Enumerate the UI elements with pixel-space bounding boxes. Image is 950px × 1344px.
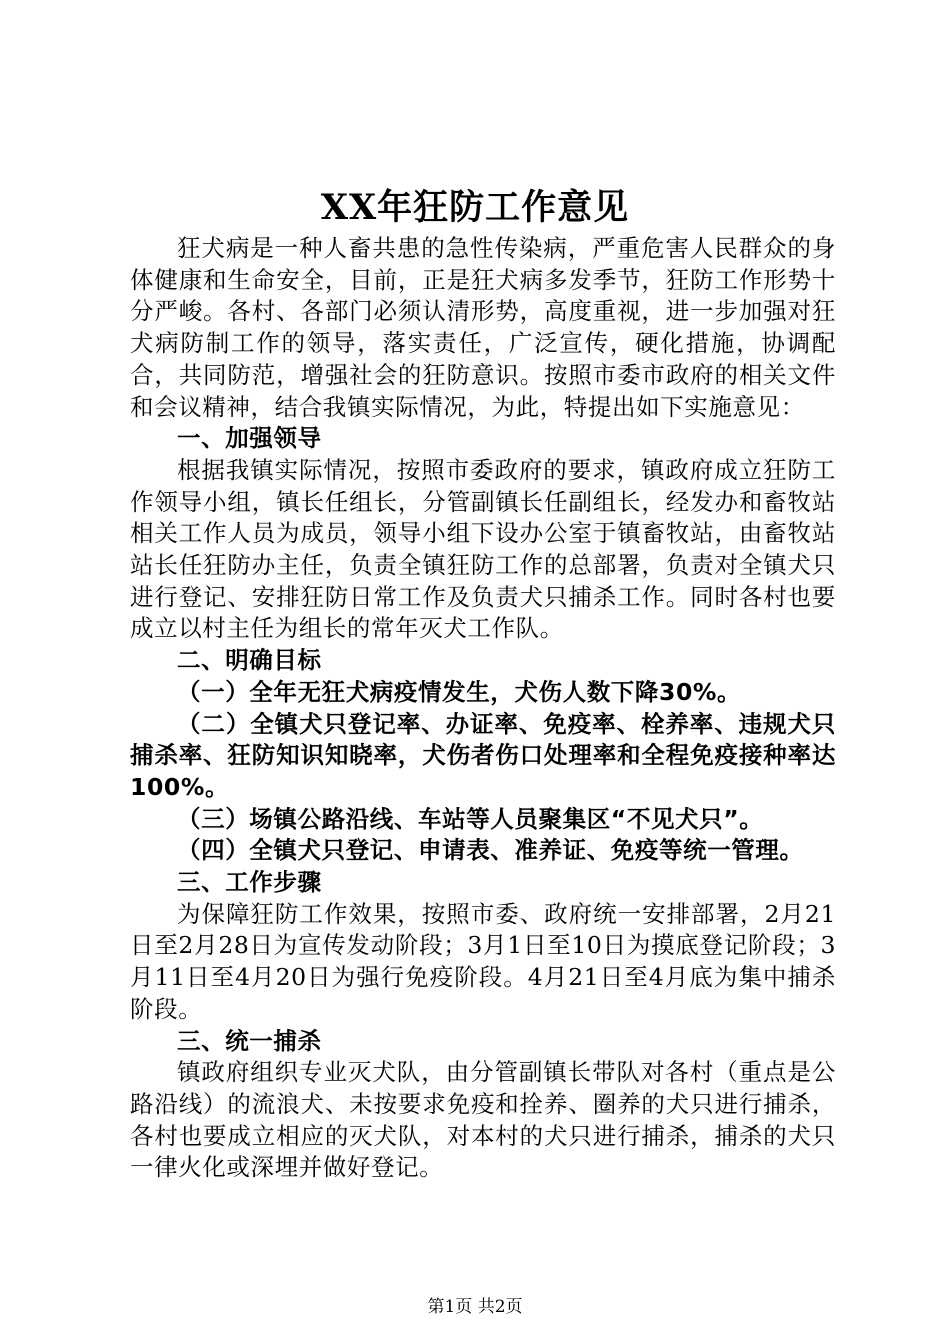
leadership-paragraph: 根据我镇实际情况，按照市委政府的要求，镇政府成立狂防工作领导小组，镇长任组长，分管副镇长任副组长，经发办和畜牧站相关工作人员为成员，领导小组下设办公室于镇畜牧站，由畜牧站站长任狂防办主任，负责全镇狂防工作的总部署，负责对全镇犬只进行登记、安排狂防日常工作及负责犬只捕杀工作。同时各村也要成立以村主任为组长的常年灭犬工作队。 (130, 455, 836, 643)
section-heading-steps: 三、工作步骤 (177, 868, 322, 897)
intro-paragraph: 狂犬病是一种人畜共患的急性传染病，严重危害人民群众的身体健康和生命安全，目前，正是狂犬病多发季节，狂防工作形势十分严峻。各村、各部门必须认清形势，高度重视，进一步加强对狂犬病防制工作的领导，落实责任，广泛宣传，硬化措施，协调配合，共同防范，增强社会的狂防意识。按照市委市政府的相关文件和会议精神，结合我镇实际情况，为此，特提出如下实施意见： (130, 234, 836, 421)
section-heading-goals: 二、明确目标 (177, 646, 322, 675)
goal-item-2: （二）全镇犬只登记率、办证率、免疫率、栓养率、违规犬只捕杀率、狂防知识知晓率，犬伤者伤口处理率和全程免疫接种率达100%。 (130, 709, 836, 801)
section-heading-leadership: 一、加强领导 (177, 424, 322, 453)
document-body (130, 233, 836, 1184)
page-footer: 第1页 共2页 (427, 1297, 523, 1317)
section-heading-culling: 三、统一捕杀 (177, 1026, 322, 1055)
document-title: XX年狂防工作意见 (320, 187, 630, 228)
culling-paragraph: 镇政府组织专业灭犬队，由分管副镇长带队对各村（重点是公路沿线）的流浪犬、未按要求免疫和拴养、圈养的犬只进行捕杀，各村也要成立相应的灭犬队，对本村的犬只进行捕杀，捕杀的犬只一律火化或深埋并做好登记。 (130, 1058, 836, 1182)
goal-item-1: （一）全年无狂犬病疫情发生，犬伤人数下降30%。 (177, 677, 742, 706)
goal-item-4: （四）全镇犬只登记、申请表、准养证、免疫等统一管理。 (177, 836, 804, 865)
steps-paragraph: 为保障狂防工作效果，按照市委、政府统一安排部署，2月21日至2月28日为宣传发动阶段；3月1日至10日为摸底登记阶段；3月11日至4月20日为强行免疫阶段。4月21日至4月底为集中捕杀阶段。 (130, 899, 836, 1023)
goal-item-3: （三）场镇公路沿线、车站等人员聚集区“不见犬只”。 (177, 804, 764, 833)
